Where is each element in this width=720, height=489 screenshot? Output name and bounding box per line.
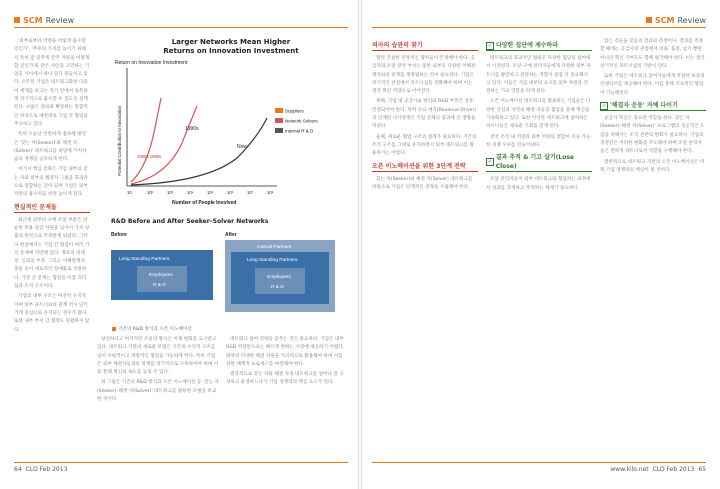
paragraph: 결과적으로 찾는 자와 해결 자의 네트워크를 얼마나 잘 구성하고 운영하느냐가 기업 경쟁력의 핵심 요소가 된다. [226, 372, 344, 386]
header-brand: SCM [23, 15, 43, 25]
paragraph: 찾는 자(Seeker)와 해결 자(Solver) 네트워크를 바탕으로 기업은 단계적인 전략을 수립해야 한다. [372, 176, 473, 190]
header-section: Review [45, 15, 75, 25]
annotation-1950s: 1950s-1960s [137, 154, 162, 159]
right-footer [610, 466, 706, 473]
paragraph: 최근에 외부의 구매·조달 부문은 단순한 비용 절감 차원을 넘어서 가치 창출의 원천으로 주목받게 되었다. 그러나 현실에서는 기업 간 협업이 여러 가지 문제에 직면해 있다. 정보의 비대칭, 신뢰의 부족, 그리고 이해관계의 충돌 등이 대표적인 장애물로 작용한다. 가장 큰 문제는 협업을 이끌 리더십과 조직 구조이다. [14, 217, 90, 290]
section-heading: 현실적인 문제들 [14, 203, 90, 213]
x-tick: 10⁴ [187, 190, 194, 195]
x-axis-label: Number of People Involved [172, 200, 237, 206]
page-number: 64 [14, 466, 22, 473]
paragraph: 결론적으로 네트워크 기반의 오픈 이노베이션은 미래 기업 경쟁력의 핵심이 될 것이다. [600, 159, 705, 173]
left-column-2 [97, 336, 219, 458]
x-tick: 10⁵ [207, 190, 214, 195]
paragraph: 오픈 이노베이션 네트워크를 활용하는 기업들은 다양한 산업과 지역의 해결 자들과 협업을 통해 혁신을 가속화하고 있다. 또한 이러한 네트워크에 참여하는 파트너들은 새로운 기회를 얻게 된다. [486, 99, 591, 130]
footer-issue: CLO Feb 2013 [25, 466, 68, 473]
paragraph: 둘째, 새로운 협업 구조의 설계가 필요하다. 기존의 조직 구조를 그대로 유지하면서 외부 네트워크를 활용하기는 어렵다. [372, 134, 477, 157]
right-column-2 [486, 38, 592, 458]
paragraph: 또한 기업은 네트워크 참여자들에게 적절한 보상과 인센티브를 제공해야 한다. 이를 통해 지속적인 협업이 가능해진다. [600, 74, 705, 96]
section-heading: ✓ '해결자 운동' 자체 다이기 [600, 101, 706, 111]
paragraph: 첫째, 기업 내 공급사슬 관리와 R&D 부문은 상호 연결되어야 한다. 특히 수요 예측(Revenue Driver)과 연계된 의사결정은 기업 전체의 성과에 큰 영향을 미친다. [372, 99, 477, 130]
paragraph: 공급자 혁신은 중요한 역할을 한다. 찾는 자(Seeker)–해결 자(Solver)' 프로그램의 성공적인 도입을 위해서는 조직 전반의 변화가 필요하다. 기업의 경영진은 이러한 변화를 주도해야 하며 조달 관리자들은 전략적 파트너로서 역할을 수행해야 한다. [600, 116, 705, 155]
y-axis-label: Potential Contribution to Innovation [117, 105, 122, 176]
legend-swatch-suppliers [275, 108, 283, 113]
header-square-icon [646, 17, 652, 23]
check-icon: ✓ [487, 159, 492, 166]
right-column-1 [372, 38, 478, 458]
chart-title-1: Larger Networks Mean Higher [171, 38, 291, 46]
x-tick: 10⁸ [267, 190, 274, 195]
chart-subtitle: Return on Innovation Investment [115, 60, 188, 66]
before-rd-label: R & D [153, 283, 166, 288]
x-tick: 10⁷ [247, 190, 254, 195]
paragraph: 여기서 핵심 전략은 기업 내부의 찾는 자와 외부의 해결자 그룹을 효과적으로 결합하는 것이 되며 기업은 외부 자원의 흡수력을 한껏 높이게 된다. [14, 167, 88, 198]
x-tick: 10⁶ [227, 190, 234, 195]
footer-rule [14, 462, 348, 463]
x-tick: 10³ [167, 190, 174, 195]
header-square-icon [14, 17, 20, 23]
legend-label-suppliers: Suppliers [285, 108, 304, 114]
diagram-title: R&D Before and After Seeker–Solver Networks [111, 218, 269, 225]
right-page [362, 0, 720, 489]
paragraph: 있는 것들을 찾음의 결과와 측정이다. 결과를 측정할 때에는 공급사의 관점에서 비용, 품질, 납기 뿐만 아니라 혁신 기여도도 함께 평가해야 한다. 이는 결국 장기적인 파트너십의 기반이 된다. [600, 39, 705, 69]
after-rd-label: R & D [271, 285, 284, 290]
paragraph: 조달 관리자들이 외부 네트워크와 협업하는 과정에서 성과를 측정하고 추적하는 체계가 필요하다. [486, 177, 591, 191]
after-employees-box [255, 268, 305, 294]
header-brand: SCM [654, 15, 675, 25]
left-column-3 [226, 336, 348, 458]
right-header [646, 14, 706, 26]
chart-svg [97, 58, 345, 208]
paragraph: 네트워크 참여 역량을 갖추는 것은 중요하다. 기업은 내부 R&D 역량만으로는 빠르게 변하는 시장에 대응하기 어렵다. 외부의 다양한 해결 자원을 적극적으로 활용해야 하며 이를 위한 체계적 프로세스를 마련해야 한다. [226, 337, 345, 367]
figure-caption: 기존의 R&D 방식과 오픈 이노베이션 [112, 326, 192, 332]
chart-title-2: Returns on Innovation Investment [163, 47, 299, 55]
caption-square-icon [112, 327, 116, 331]
legend-label-internal: Internal R & D [285, 128, 314, 134]
left-column-1 [14, 38, 90, 458]
section-heading: 의자의 습관의 찾기 [372, 41, 478, 51]
footer-issue: CLO Feb 2013 [652, 466, 695, 473]
footer-rule [372, 462, 706, 463]
before-employees-label: Employees [149, 273, 173, 278]
page-number: 65 [698, 466, 706, 473]
paragraph: 결국 조직 내 역량과 외부 역량의 결합이 지속 가능한 경쟁 우위를 만들어낸다. [486, 134, 591, 148]
curve-1950s [131, 98, 161, 182]
diagram-svg [97, 228, 345, 324]
right-column-3 [600, 38, 706, 458]
after-employees-label: Employees [267, 275, 291, 280]
header-rule [372, 27, 706, 28]
annotation-now: Now [237, 144, 248, 150]
paragraph: 네트워크의 효과적인 활용은 다양한 집단의 참여에서 시작된다. 조달·구매 관리자들에게 다양한 외부 파트너를 발굴하고 관리하는 역할이 점점 더 중요해지고 있다. 이들은 기업 내부의 요구를 외부 자원과 연결하는 가교 역할을 하게 된다. [486, 56, 591, 95]
left-page [0, 0, 358, 489]
paragraph: 기업의 내부 구조는 여전히 수직적이며 외부 파트너와의 관계 역시 단기 거래 중심으로 유지되는 경우가 많다. 또한 내부 부서 간 협력도 원활하지 않다. [14, 294, 90, 333]
paragraph: 당연하다고 여겨지던 조달의 방식은 이제 변화를 요구받고 있다. 네트워크 기반의 새로운 모델은 기존의 수직적 구조를 넘어 수평적이고 개방적인 협업을 가능하게 한다. 특히 기업은 외부 해결자들과의 관계를 장기적으로 구축하여야 하며 이를 통해 혁신의 속도를 높일 수 있다. [97, 337, 219, 376]
paragraph: 협력 건설한 전략적인 협력들이 존재해야 한다. 공급자와 조달 관련 부서는 물론 외부의 다양한 이해관계자와의 관계를 재정립하는 것이 필요하다. 기업은 장기적인 관점에서 파트너십을 강화해야 하며 이는 결국 혁신 역량으로 이어진다. [372, 56, 476, 95]
header-section: Review [677, 15, 706, 25]
paragraph: '외부로부터 역량을 어떻게 흡수할 것인가', '추후의 가치를 높이기 위해서 특히 잘 맞추게 갖추 자원을 어떻게 할 것인가'와 같은 사안을 고민하는 기업들 사이에서 하나 있다 원들이고 있다. 오픈된 기업은 네트워크화한 다중이 세계를 보고는 자기 안에서 독특하게 작가적으로 흡수할 수 있도록 설계된다. 수많은 강의와 확장하는 통합적인 양상으로 예컨대로 기업 간 협업을 추구하고 있다. [14, 39, 90, 127]
left-footer [14, 466, 67, 473]
rd-diagram [97, 218, 345, 326]
annotation-1990s: 1990s [185, 126, 199, 132]
footer-url: www.kilo.net [610, 466, 649, 473]
curve-1990s [131, 106, 197, 184]
diagram-after-label: After [225, 232, 237, 238]
after-casual-label: Casual Partners [257, 245, 292, 250]
paragraph: 위 그림은 기존의 R&D 방식과 오픈 이노베이션 등 '찾는 자(Seeker)–해결 자(Solver)' 네트워크를 활용한 모델을 비교한 것이다. [97, 380, 219, 403]
legend-swatch-internal [275, 128, 283, 133]
section-heading: 오픈 이노베이션을 위한 3단계 전략 [372, 162, 478, 172]
x-tick: 10 [127, 190, 132, 195]
before-long-standing-label: Long Standing Partners [119, 257, 170, 262]
section-heading: ✓ 결과 추적 & 기고 살기(Lose Close) [486, 153, 592, 172]
after-long-standing-label: Long Standing Partners [247, 258, 298, 263]
before-employees-box [137, 266, 187, 292]
legend-label-solvers: Network Solvers [285, 118, 318, 124]
returns-chart [97, 38, 345, 208]
check-icon: ✓ [601, 102, 607, 109]
section-heading: ✓ 다양한 집단에 제수하라 [486, 41, 592, 51]
paragraph: 특히 오늘날 빈번하게 접속해 발견은 '찾는 자(Seeker)'와 해결 자(Solver)' 네트워크를 바탕에 가치사슬의 경쟁을 공유하게 한다. [14, 132, 87, 163]
curve-now [131, 118, 267, 185]
left-header [14, 14, 74, 26]
check-icon: ✓ [487, 42, 493, 49]
diagram-before-label: Before [111, 232, 127, 238]
x-tick: 10² [147, 190, 154, 195]
legend-swatch-solvers [275, 118, 283, 123]
header-rule [14, 27, 348, 28]
